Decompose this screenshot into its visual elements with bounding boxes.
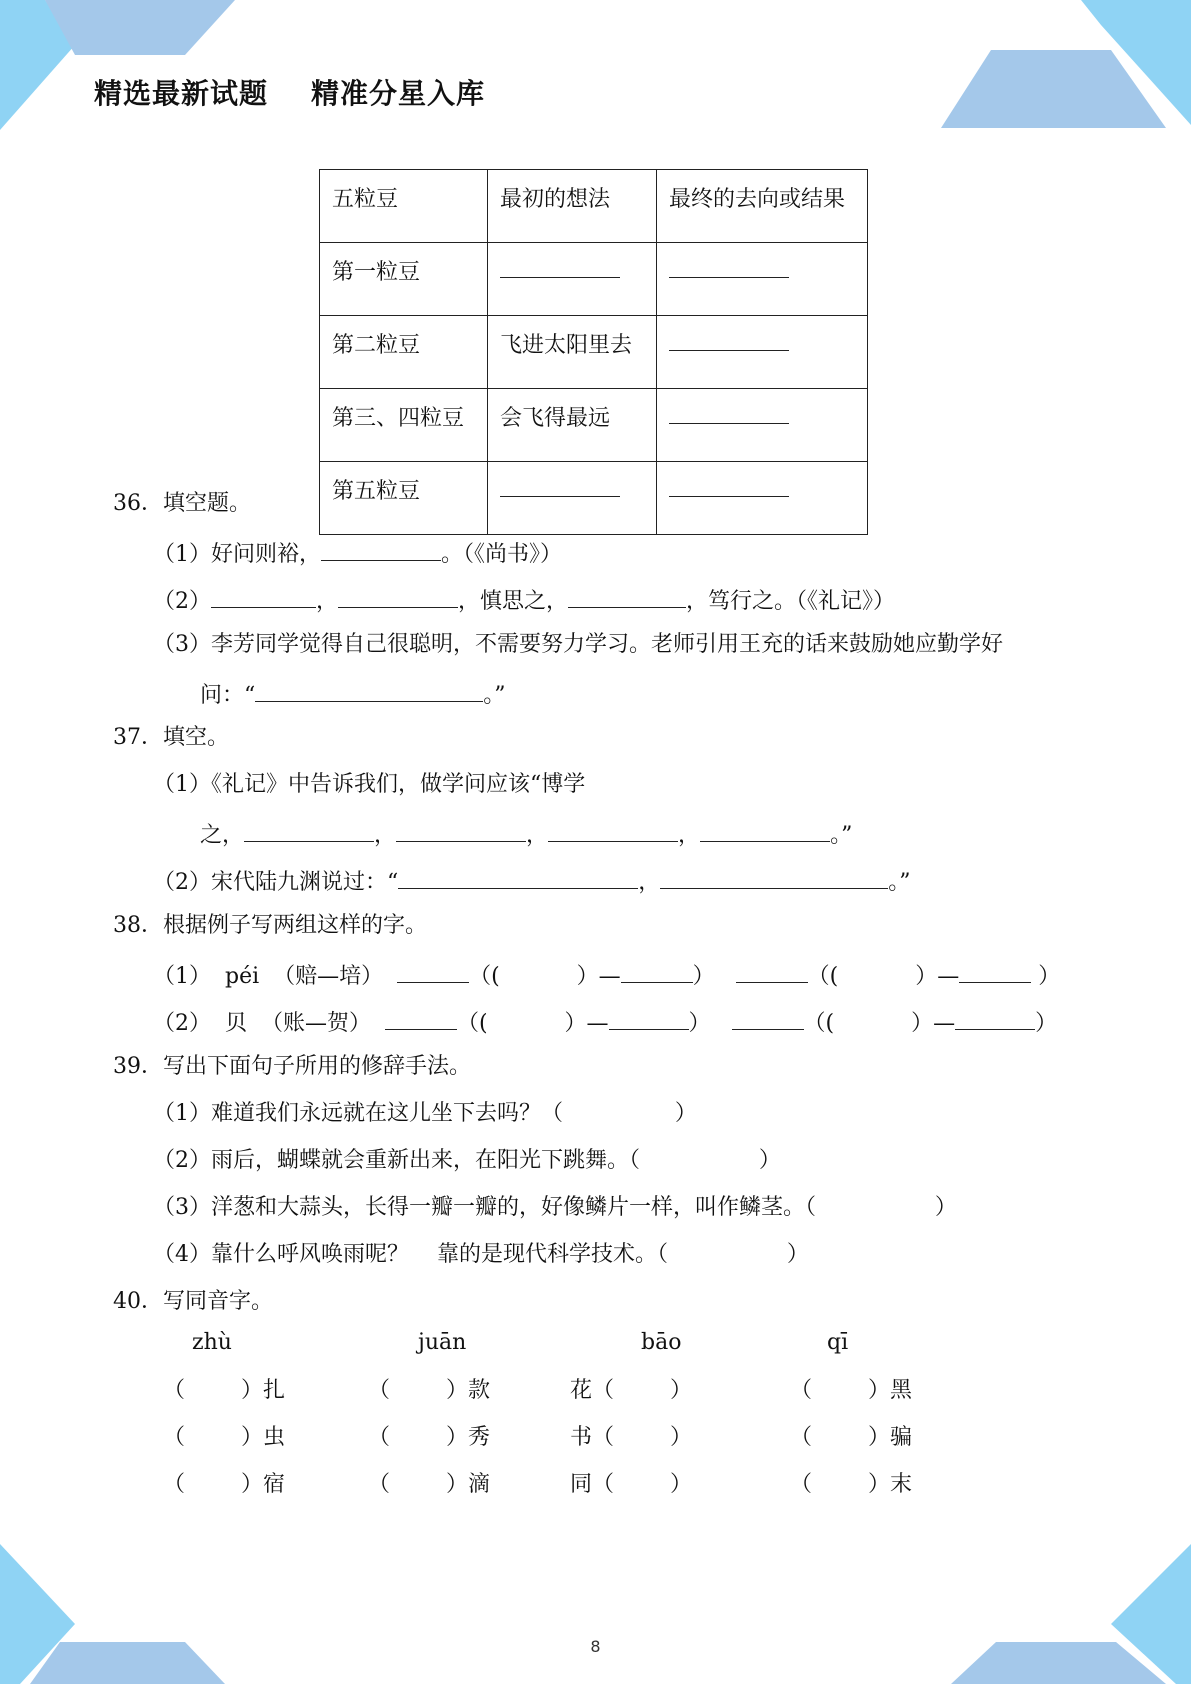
- homophone-blank[interactable]: [570, 1420, 692, 1451]
- item-text: ）: [867, 1472, 890, 1497]
- homophone-blank[interactable]: [368, 1420, 490, 1451]
- fill-blank[interactable]: [660, 866, 888, 889]
- question-39-item-4[interactable]: [153, 1242, 809, 1268]
- table-cell: 会飞得最远: [488, 389, 657, 462]
- fill-blank[interactable]: [397, 960, 469, 983]
- item-text: （3）洋葱和大蒜头，长得一瓣一瓣的，好像鳞片一样，叫作鳞茎。（: [153, 1195, 816, 1220]
- fill-blank[interactable]: [321, 538, 441, 561]
- item-text: ）—: [911, 1011, 956, 1036]
- item-text: （: [592, 1425, 615, 1450]
- question-36-item-1: [153, 538, 562, 568]
- item-text: （: [163, 1425, 186, 1450]
- item-text: 书: [570, 1425, 593, 1450]
- item-text: （: [592, 1472, 615, 1497]
- item-text: ）: [934, 1195, 957, 1220]
- question-36-item-2: [153, 585, 895, 615]
- fill-blank[interactable]: [396, 819, 526, 842]
- item-text: 滴: [467, 1472, 490, 1497]
- fill-blank[interactable]: [548, 819, 678, 842]
- homophone-blank[interactable]: [570, 1373, 692, 1404]
- item-text: ，慎思之，: [458, 589, 569, 614]
- fill-blank[interactable]: [385, 1007, 457, 1030]
- fill-blank[interactable]: [621, 960, 693, 983]
- homophone-blank[interactable]: [790, 1467, 912, 1498]
- pinyin-label: zhù: [192, 1330, 232, 1355]
- beans-table: [319, 169, 868, 535]
- item-text: ）: [445, 1378, 468, 1403]
- question-36-item-3: （3）李芳同学觉得自己很聪明，不需要努力学习。老师引用王充的话来鼓励她应勤学好: [153, 632, 1003, 657]
- table-cell-blank[interactable]: [657, 316, 868, 389]
- item-text: 同: [570, 1472, 593, 1497]
- table-cell: 第五粒豆: [320, 462, 488, 535]
- item-text: （4）靠什么呼风唤雨呢？ 靠的是现代科学技术。（: [153, 1242, 668, 1267]
- item-text: 之，: [200, 823, 245, 848]
- item-text: （: [368, 1425, 391, 1450]
- item-text: 。（《尚书》）: [441, 542, 563, 567]
- item-text: ）: [445, 1425, 468, 1450]
- table-header: 最终的去向或结果: [657, 170, 868, 243]
- item-text: 扎: [262, 1378, 285, 1403]
- item-text: （: [790, 1425, 813, 1450]
- item-text: 秀: [467, 1425, 490, 1450]
- homophone-blank[interactable]: [163, 1467, 285, 1498]
- question-36-title: 36．填空题。: [113, 491, 251, 516]
- item-text: （2）: [153, 589, 211, 614]
- question-37-title: 37．填空。: [113, 725, 229, 750]
- table-cell-blank[interactable]: [488, 462, 657, 535]
- question-39-item-3[interactable]: [153, 1195, 957, 1221]
- item-text: ，: [374, 823, 397, 848]
- table-cell: 飞进太阳里去: [488, 316, 657, 389]
- pinyin-label: juān: [418, 1330, 467, 1355]
- question-40-title: 40．写同音字。: [113, 1289, 273, 1314]
- pinyin-label: qī: [827, 1330, 849, 1355]
- table-header: 五粒豆: [320, 170, 488, 243]
- item-text: ）: [669, 1472, 692, 1497]
- question-37-item-1: （1）《礼记》中告诉我们，做学问应该“博学: [153, 772, 586, 797]
- fill-blank[interactable]: [700, 819, 830, 842]
- item-text: ）: [867, 1378, 890, 1403]
- item-text: （1）好问则裕，: [153, 542, 321, 567]
- item-text: （(: [803, 1011, 835, 1036]
- item-text: 虫: [262, 1425, 285, 1450]
- item-text: 末: [889, 1472, 912, 1497]
- item-text: ）: [669, 1378, 692, 1403]
- page-number: 8: [590, 1637, 601, 1656]
- item-text: ）: [1035, 1011, 1058, 1036]
- item-text: （(: [807, 964, 839, 989]
- item-text: （(: [456, 1011, 488, 1036]
- item-text: 问：“: [200, 683, 256, 708]
- fill-blank[interactable]: [244, 819, 374, 842]
- fill-blank[interactable]: [959, 960, 1031, 983]
- corner-decoration-bottom-right: [951, 1544, 1191, 1684]
- question-39-item-2[interactable]: [153, 1148, 781, 1174]
- table-cell: 第一粒豆: [320, 243, 488, 316]
- item-text: （: [790, 1472, 813, 1497]
- fill-blank[interactable]: [211, 585, 316, 608]
- item-text: （1） péi （赔—培）: [153, 964, 384, 989]
- question-39-title: 39．写出下面句子所用的修辞手法。: [113, 1054, 471, 1079]
- item-text: ）—: [915, 964, 960, 989]
- item-text: ）: [445, 1472, 468, 1497]
- item-text: （: [592, 1378, 615, 1403]
- item-text: （(: [469, 964, 500, 989]
- question-36-item-3-cont: [200, 679, 506, 709]
- item-text: ，: [526, 823, 549, 848]
- item-text: （2）宋代陆九渊说过：“: [153, 870, 399, 895]
- item-text: ）: [867, 1425, 890, 1450]
- question-38-title: 38．根据例子写两组这样的字。: [113, 913, 427, 938]
- item-text: ）: [688, 1011, 711, 1036]
- table-cell: 第二粒豆: [320, 316, 488, 389]
- item-text: 。”: [888, 870, 911, 895]
- item-text: （2）雨后，蝴蝶就会重新出来，在阳光下跳舞。（: [153, 1148, 640, 1173]
- item-text: ，: [678, 823, 701, 848]
- item-text: 。”: [483, 683, 506, 708]
- item-text: （: [368, 1378, 391, 1403]
- question-39-item-1[interactable]: [153, 1101, 697, 1127]
- fill-blank[interactable]: [568, 585, 686, 608]
- fill-blank[interactable]: [338, 585, 458, 608]
- header-title: 精选最新试题 精准分星入库: [94, 77, 485, 110]
- item-text: 骗: [889, 1425, 912, 1450]
- homophone-blank[interactable]: [368, 1373, 490, 1404]
- item-text: （1）难道我们永远就在这儿坐下去吗？（: [153, 1101, 563, 1126]
- item-text: ）: [1038, 964, 1061, 989]
- fill-blank[interactable]: [732, 1007, 804, 1030]
- item-text: ）—: [564, 1011, 609, 1036]
- item-text: （: [368, 1472, 391, 1497]
- question-38-item-2: [153, 1007, 1057, 1037]
- item-text: ）: [674, 1101, 697, 1126]
- table-cell-blank[interactable]: [657, 389, 868, 462]
- item-text: 宿: [262, 1472, 285, 1497]
- table-cell: 第三、四粒豆: [320, 389, 488, 462]
- item-text: 款: [467, 1378, 490, 1403]
- homophone-blank[interactable]: [163, 1373, 285, 1404]
- table-cell-blank[interactable]: [657, 462, 868, 535]
- homophone-blank[interactable]: [368, 1467, 490, 1498]
- item-text: ）: [669, 1425, 692, 1450]
- fill-blank[interactable]: [255, 679, 483, 702]
- homophone-blank[interactable]: [163, 1420, 285, 1451]
- item-text: 花: [570, 1378, 593, 1403]
- table-header: 最初的想法: [488, 170, 657, 243]
- item-text: ，: [638, 870, 661, 895]
- homophone-blank[interactable]: [790, 1373, 912, 1404]
- item-text: ，笃行之。（《礼记》）: [686, 589, 896, 614]
- table-row: [320, 462, 868, 535]
- table-header-row: [320, 170, 868, 243]
- item-text: ）: [240, 1472, 263, 1497]
- fill-blank[interactable]: [955, 1007, 1035, 1030]
- item-text: 。”: [830, 823, 853, 848]
- corner-decoration-top-right: [941, 0, 1191, 130]
- item-text: ）: [758, 1148, 781, 1173]
- item-text: ，: [316, 589, 339, 614]
- table-row: [320, 243, 868, 316]
- table-row: [320, 389, 868, 462]
- item-text: （2） 贝 （账—贺）: [153, 1011, 371, 1036]
- table-row: [320, 316, 868, 389]
- question-38-item-1: [153, 960, 1060, 990]
- table-cell-blank[interactable]: [657, 243, 868, 316]
- item-text: 黑: [889, 1378, 912, 1403]
- corner-decoration-bottom-left: [0, 1544, 240, 1684]
- homophone-blank[interactable]: [790, 1420, 912, 1451]
- table-cell-blank[interactable]: [488, 243, 657, 316]
- item-text: ）: [692, 964, 715, 989]
- item-text: ）: [240, 1378, 263, 1403]
- fill-blank[interactable]: [398, 866, 638, 889]
- fill-blank[interactable]: [736, 960, 808, 983]
- item-text: （: [163, 1378, 186, 1403]
- item-text: ）: [786, 1242, 809, 1267]
- homophone-blank[interactable]: [570, 1467, 692, 1498]
- item-text: （: [163, 1472, 186, 1497]
- pinyin-label: bāo: [641, 1330, 682, 1355]
- item-text: （: [790, 1378, 813, 1403]
- question-37-item-1-cont: [200, 819, 852, 849]
- fill-blank[interactable]: [609, 1007, 689, 1030]
- item-text: ）—: [576, 964, 621, 989]
- item-text: ）: [240, 1425, 263, 1450]
- question-37-item-2: [153, 866, 911, 896]
